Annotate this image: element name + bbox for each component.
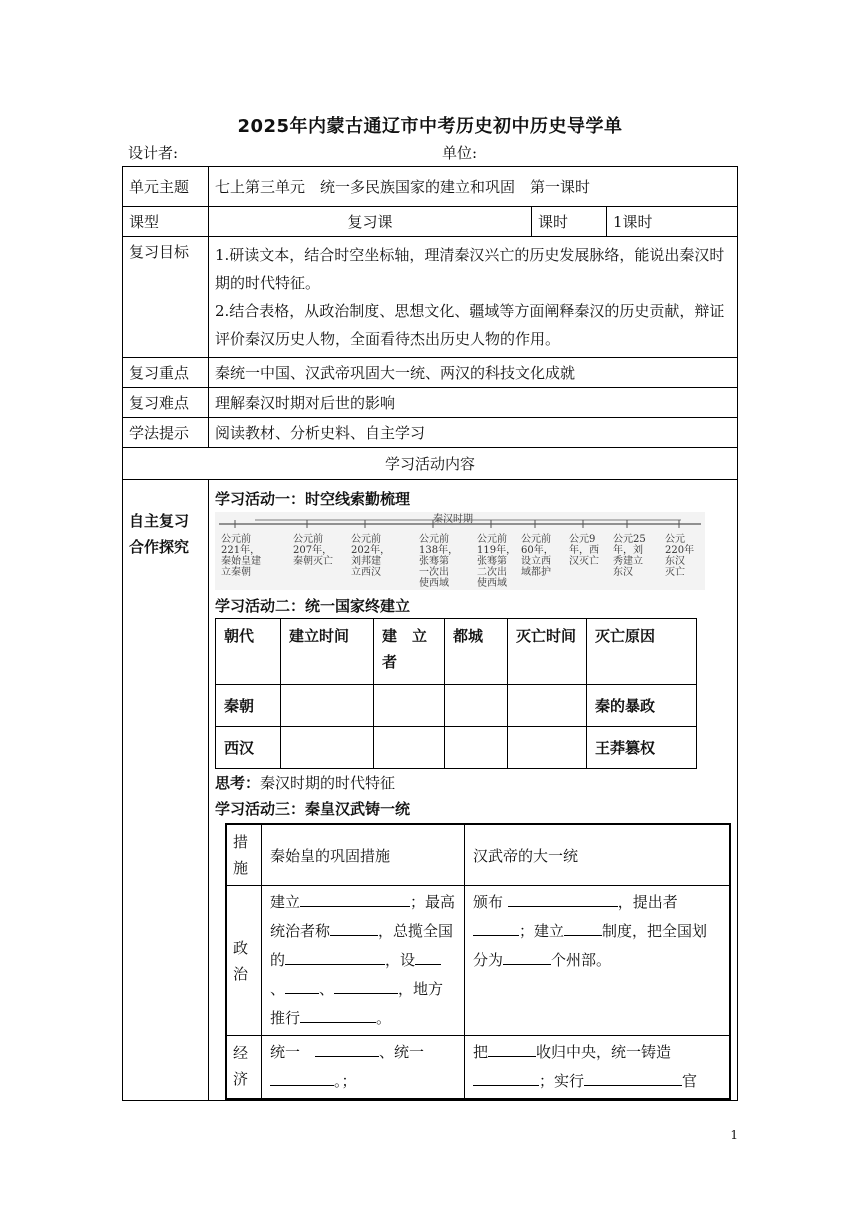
blank[interactable]	[285, 977, 319, 994]
designer-label: 设计者:	[128, 144, 179, 162]
ph-text: 个州部。	[551, 951, 612, 969]
politics-label: 政治	[226, 886, 262, 1036]
unit-label: 单位:	[442, 144, 478, 162]
eh-text: 把	[473, 1043, 489, 1061]
eh-text: ；实行	[539, 1072, 585, 1090]
politics-han	[465, 886, 731, 1036]
blank[interactable]	[285, 948, 385, 965]
row-qin-cell	[445, 685, 508, 727]
hours-value: 1课时	[607, 207, 738, 237]
page-number: 1	[730, 1128, 738, 1142]
blank[interactable]	[503, 948, 551, 965]
dynasty-table	[215, 618, 697, 769]
content-header: 学习活动内容	[123, 448, 738, 480]
ph-text: 制度，把全国划分为	[473, 922, 708, 969]
theme-value: 七上第三单元 统一多民族国家的建立和巩固 第一课时	[209, 167, 738, 207]
period-label: 秦汉时期	[433, 514, 473, 525]
blank[interactable]	[270, 1069, 334, 1086]
pq-text: ；最高统治者称	[270, 893, 456, 940]
key-label: 复习重点	[123, 358, 209, 388]
blank[interactable]	[334, 977, 398, 994]
blank[interactable]	[300, 1006, 376, 1023]
think-text: 秦汉时期的时代特征	[260, 774, 396, 792]
row-xihan-dynasty: 西汉	[216, 727, 281, 769]
ph-text: 颁布	[473, 893, 504, 911]
think-prefix: 思考：	[215, 774, 261, 792]
activity3-title: 学习活动三：秦皇汉武铸一统	[215, 800, 411, 818]
eh-text: 收归中央，统一铸造	[536, 1043, 672, 1061]
blank[interactable]	[508, 890, 618, 907]
difficulty-label: 复习难点	[123, 388, 209, 418]
blank[interactable]	[473, 919, 519, 936]
timeline-event-label: 公元9 年，西汉灭亡	[569, 534, 599, 567]
timeline-figure	[215, 512, 705, 590]
row-qin-reason: 秦的暴政	[587, 685, 697, 727]
th-dynasty: 朝代	[216, 619, 281, 685]
type-label: 课型	[123, 207, 209, 237]
goal-1: 1.研读文本，结合时空坐标轴，理清秦汉兴亡的历史发展脉络，能说出秦汉时期的时代特征。	[215, 246, 725, 292]
blank[interactable]	[315, 1040, 379, 1057]
th-qin-measures: 秦始皇的巩固措施	[262, 824, 465, 886]
pq-text: ，总揽全国的	[270, 922, 454, 969]
timeline-event-label: 公元前 202年，刘邦建立西汉	[351, 534, 391, 578]
politics-qin	[262, 886, 465, 1036]
row-qin-cell	[508, 685, 587, 727]
blank[interactable]	[488, 1040, 536, 1057]
theme-label: 单元主题	[123, 167, 209, 207]
economy-han	[465, 1036, 731, 1100]
eq-text: 统一	[270, 1043, 301, 1061]
th-capital: 都城	[445, 619, 508, 685]
ph-text: ；建立	[519, 922, 565, 940]
row-xihan-cell	[445, 727, 508, 769]
pq-text: 。	[376, 1009, 392, 1027]
goal-label: 复习目标	[123, 237, 209, 358]
timeline-event-label: 公元 220年东汉灭亡	[665, 534, 695, 578]
timeline-event-label: 公元前 207年，秦朝灭亡	[293, 534, 333, 567]
activity2-title: 学习活动二：统一国家终建立	[215, 597, 411, 615]
difficulty-value: 理解秦汉时期对后世的影响	[209, 388, 738, 418]
row-qin-cell	[281, 685, 374, 727]
th-fall-time: 灭亡时间	[508, 619, 587, 685]
th-founding-time: 建立时间	[281, 619, 374, 685]
economy-qin	[262, 1036, 465, 1100]
timeline-event-label: 公元前 221年，秦始皇建立秦朝	[221, 534, 261, 578]
th-founder: 建 立者	[374, 619, 445, 685]
pq-text: 、	[319, 980, 335, 998]
blank[interactable]	[415, 948, 441, 965]
activity1-title: 学习活动一：时空线索勤梳理	[215, 490, 411, 508]
pq-text: ，设	[385, 951, 416, 969]
ph-text: ，提出者	[617, 893, 678, 911]
blank[interactable]	[473, 1069, 539, 1086]
timeline-event-label: 公元前 60年，设立西域都护	[521, 534, 554, 578]
th-han-measures: 汉武帝的大一统	[465, 824, 731, 886]
pq-text: ，地方推行	[270, 980, 444, 1027]
th-measure: 措施	[226, 824, 262, 886]
method-value: 阅读教材、分析史料、自主学习	[209, 418, 738, 448]
th-fall-reason: 灭亡原因	[587, 619, 697, 685]
row-qin-dynasty: 秦朝	[216, 685, 281, 727]
timeline-event-label: 公元前 119年，张骞第二次出使西域	[477, 534, 517, 589]
row-xihan-cell	[281, 727, 374, 769]
timeline-event-label: 公元25 年，刘秀建立东汉	[613, 534, 646, 578]
hours-label: 课时	[532, 207, 607, 237]
economy-label: 经济	[226, 1036, 262, 1100]
guide-table	[122, 166, 738, 1101]
eh-text: 官	[682, 1072, 698, 1090]
blank[interactable]	[584, 1069, 682, 1086]
pq-text: 、	[270, 980, 286, 998]
type-value: 复习课	[209, 207, 532, 237]
method-label: 学法提示	[123, 418, 209, 448]
key-value: 秦统一中国、汉武帝巩固大一统、两汉的科技文化成就	[209, 358, 738, 388]
document-title: 2025年内蒙古通辽市中考历史初中历史导学单	[237, 116, 623, 137]
row-xihan-cell	[374, 727, 445, 769]
eq-text: 。；	[334, 1072, 357, 1090]
goal-value	[209, 237, 738, 358]
goal-2: 2.结合表格，从政治制度、思想文化、疆域等方面阐释秦汉的历史贡献，辩证评价秦汉历史人物，全面看待杰出历史人物的作用。	[215, 302, 725, 348]
blank[interactable]	[300, 890, 410, 907]
row-xihan-reason: 王莽篡权	[587, 727, 697, 769]
eq-text: 、统一	[379, 1043, 425, 1061]
row-xihan-cell	[508, 727, 587, 769]
pq-text: 建立	[270, 893, 301, 911]
blank[interactable]	[330, 919, 378, 936]
blank[interactable]	[564, 919, 602, 936]
side-label: 自主复习合作探究	[123, 480, 209, 1101]
activity-cell	[209, 480, 738, 1101]
think-line	[215, 771, 731, 795]
row-qin-cell	[374, 685, 445, 727]
measures-table	[225, 823, 731, 1100]
timeline-event-label: 公元前 138年，张骞第一次出使西域	[419, 534, 459, 589]
